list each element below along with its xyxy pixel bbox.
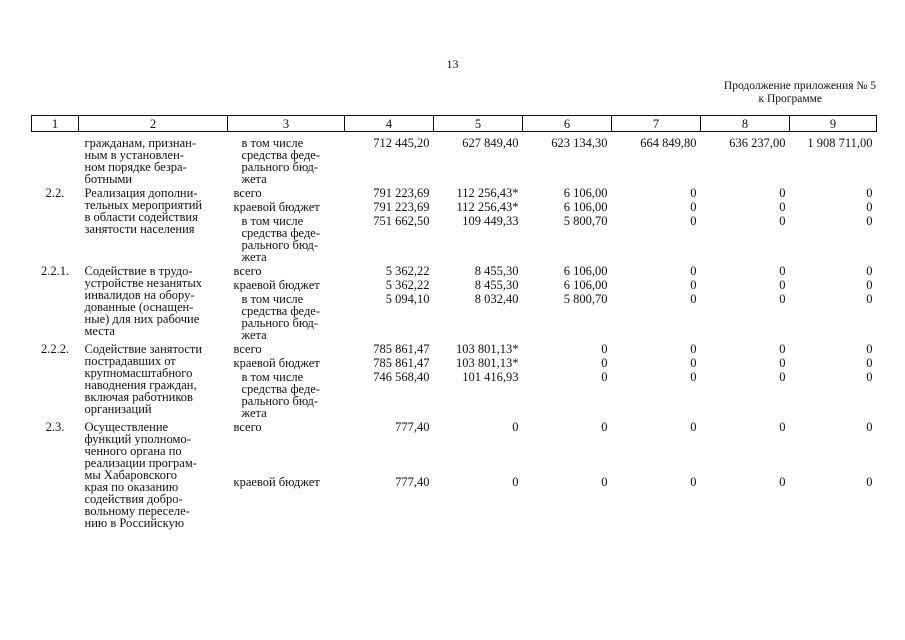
value-cell: 0 [601, 370, 608, 384]
funding-source-line: средства феде- [241, 304, 321, 318]
value-cell: 0 [690, 475, 697, 489]
item-name-line: мы Хабаровского [84, 468, 178, 482]
item-name-line: вольному переселе- [84, 504, 190, 518]
table-header-row [32, 116, 877, 132]
value-cell: 664 849,80 [640, 136, 697, 150]
value-cell: 0 [866, 420, 873, 434]
funding-source-line: рального бюд- [241, 160, 319, 174]
appendix-line-1: Продолжение приложения № 5 [723, 80, 876, 92]
value-cell: 0 [601, 356, 608, 370]
item-name-line: организаций [84, 402, 152, 416]
value-cell: 712 445,20 [373, 136, 430, 150]
table-row [32, 419, 877, 474]
item-name-line: ные) для них рабочие [84, 312, 200, 326]
item-name-line: ным в установлен- [84, 148, 184, 162]
funding-source-line: всего [233, 342, 262, 356]
value-cell: 112 256,43* [456, 200, 519, 214]
item-name-line: края по оказанию [84, 480, 179, 494]
value-cell: 0 [601, 475, 608, 489]
value-cell: 0 [690, 278, 697, 292]
item-name-line: дованные (оснащен- [84, 300, 194, 314]
value-cell: 103 801,13* [456, 356, 519, 370]
item-name-line: устройстве незанятых [84, 276, 203, 290]
column-header: 1 [32, 116, 79, 132]
value-cell: 109 449,33 [462, 214, 519, 228]
column-header: 7 [612, 116, 701, 132]
page-number: 13 [446, 57, 459, 71]
item-name-line: нию в Российскую [84, 516, 185, 530]
item-number: 2.2.2. [40, 342, 70, 356]
item-name-line: места [84, 324, 115, 338]
value-cell: 0 [779, 186, 786, 200]
item-name-line: наводнения граждан, [84, 378, 197, 392]
value-cell: 785 861,47 [373, 356, 430, 370]
funding-source-line: рального бюд- [241, 238, 319, 252]
funding-source [228, 369, 345, 419]
item-name-line: гражданам, признан- [84, 136, 197, 150]
funding-source-line: всего [233, 186, 262, 200]
funding-source-line: всего [233, 420, 262, 434]
item-name-line: ном порядке безра- [84, 160, 187, 174]
funding-source-line: средства феде- [241, 148, 321, 162]
table-row [32, 132, 877, 186]
value-cell: 627 849,40 [462, 136, 519, 150]
value-cell: 0 [779, 278, 786, 292]
value-cell: 0 [866, 356, 873, 370]
item-name [79, 419, 228, 529]
funding-source [228, 474, 345, 529]
funding-source [228, 277, 345, 291]
value-cell: 0 [512, 475, 519, 489]
column-header: 4 [345, 116, 434, 132]
item-name-line: включая работников [84, 390, 193, 404]
value-cell: 0 [690, 370, 697, 384]
funding-source-line: краевой бюджет [233, 475, 320, 489]
value-cell: 0 [690, 356, 697, 370]
item-number: 2.3. [45, 420, 65, 434]
value-cell: 0 [866, 264, 873, 278]
table-row [32, 341, 877, 355]
value-cell: 0 [866, 370, 873, 384]
item-name-line: ботными [84, 172, 133, 186]
value-cell: 0 [779, 370, 786, 384]
value-cell: 623 134,30 [551, 136, 608, 150]
item-name-line: крупномасштабного [84, 366, 193, 380]
value-cell: 1 908 711,00 [807, 136, 873, 150]
value-cell: 5 094,10 [385, 292, 430, 306]
value-cell: 0 [690, 200, 697, 214]
funding-source [228, 355, 345, 369]
value-cell: 0 [601, 342, 608, 356]
funding-source-line: средства феде- [241, 382, 321, 396]
funding-source-line: жета [241, 406, 267, 420]
column-header: 5 [434, 116, 523, 132]
value-cell: 0 [779, 264, 786, 278]
table-body [32, 132, 877, 530]
funding-source-line: в том числе [241, 370, 304, 384]
funding-source [228, 291, 345, 341]
funding-source-line: жета [241, 328, 267, 342]
value-cell: 0 [866, 200, 873, 214]
value-cell: 0 [866, 214, 873, 228]
value-cell: 0 [779, 420, 786, 434]
item-number [32, 132, 79, 186]
value-cell: 0 [779, 292, 786, 306]
value-cell: 791 223,69 [373, 200, 430, 214]
value-cell: 777,40 [395, 420, 430, 434]
value-cell: 0 [866, 342, 873, 356]
value-cell: 0 [601, 420, 608, 434]
value-cell: 0 [866, 278, 873, 292]
value-cell: 5 362,22 [385, 278, 430, 292]
funding-source-line: средства феде- [241, 226, 321, 240]
value-cell: 636 237,00 [729, 136, 786, 150]
funding-source [228, 341, 345, 355]
item-name-line: инвалидов на обору- [84, 288, 195, 302]
item-name [79, 341, 228, 419]
table-row [32, 263, 877, 277]
value-cell: 6 106,00 [563, 264, 608, 278]
item-number: 2.2.1. [40, 264, 70, 278]
value-cell: 0 [779, 214, 786, 228]
item-name-line: ченного органа по [84, 444, 182, 458]
column-header: 3 [228, 116, 345, 132]
value-cell: 0 [690, 264, 697, 278]
funding-source-line: жета [241, 250, 267, 264]
value-cell: 0 [866, 475, 873, 489]
value-cell: 5 362,22 [385, 264, 430, 278]
item-number: 2.2. [45, 186, 65, 200]
value-cell: 103 801,13* [456, 342, 519, 356]
table-row [32, 185, 877, 199]
item-name-line: тельных мероприятий [84, 198, 203, 212]
funding-source-line: всего [233, 264, 262, 278]
funding-source [228, 199, 345, 213]
value-cell: 8 455,30 [474, 278, 519, 292]
value-cell: 791 223,69 [373, 186, 430, 200]
funding-source-line: в том числе [241, 214, 304, 228]
value-cell: 751 662,50 [373, 214, 430, 228]
value-cell: 101 416,93 [462, 370, 519, 384]
item-name [79, 132, 228, 186]
item-name-line: пострадавших от [84, 354, 176, 368]
value-cell: 0 [866, 292, 873, 306]
column-header: 9 [790, 116, 877, 132]
funding-source-line: краевой бюджет [233, 278, 320, 292]
value-cell: 0 [779, 200, 786, 214]
value-cell: 0 [779, 342, 786, 356]
value-cell: 746 568,40 [373, 370, 430, 384]
item-name-line: реализации програм- [84, 456, 197, 470]
column-header: 8 [701, 116, 790, 132]
value-cell: 0 [690, 342, 697, 356]
appendix-line-2: к Программе [758, 93, 822, 105]
funding-source-line: рального бюд- [241, 316, 319, 330]
value-cell: 8 455,30 [474, 264, 519, 278]
funding-source [228, 185, 345, 199]
value-cell: 6 106,00 [563, 186, 608, 200]
value-cell: 0 [779, 475, 786, 489]
item-name-line: занятости населения [84, 222, 195, 236]
item-name-line: Реализация дополни- [84, 186, 198, 200]
item-name [79, 263, 228, 341]
value-cell: 0 [690, 420, 697, 434]
value-cell: 0 [866, 186, 873, 200]
funding-source [228, 213, 345, 263]
column-header: 2 [79, 116, 228, 132]
value-cell: 112 256,43* [456, 186, 519, 200]
item-name-line: содействия добро- [84, 492, 183, 506]
funding-source [228, 263, 345, 277]
item-name-line: функций уполномо- [84, 432, 191, 446]
funding-source [228, 132, 345, 186]
value-cell: 0 [690, 186, 697, 200]
item-name [79, 185, 228, 263]
value-cell: 5 800,70 [563, 214, 608, 228]
budget-table [31, 115, 877, 529]
value-cell: 0 [512, 420, 519, 434]
funding-source-line: рального бюд- [241, 394, 319, 408]
funding-source-line: краевой бюджет [233, 356, 320, 370]
item-name-line: Содействие занятости [84, 342, 203, 356]
funding-source [228, 419, 345, 474]
value-cell: 777,40 [395, 475, 430, 489]
item-name-line: Осуществление [84, 420, 169, 434]
value-cell: 0 [690, 214, 697, 228]
value-cell: 0 [779, 356, 786, 370]
funding-source-line: краевой бюджет [233, 200, 320, 214]
value-cell: 6 106,00 [563, 278, 608, 292]
value-cell: 5 800,70 [563, 292, 608, 306]
value-cell: 0 [690, 292, 697, 306]
appendix-note [640, 80, 876, 106]
item-name-line: Содействие в трудо- [84, 264, 193, 278]
column-header: 6 [523, 116, 612, 132]
funding-source-line: жета [241, 172, 267, 186]
funding-source-line: в том числе [241, 292, 304, 306]
funding-source-line: в том числе [241, 136, 304, 150]
value-cell: 8 032,40 [474, 292, 519, 306]
value-cell: 785 861,47 [373, 342, 430, 356]
value-cell: 6 106,00 [563, 200, 608, 214]
item-name-line: в области содействия [84, 210, 198, 224]
